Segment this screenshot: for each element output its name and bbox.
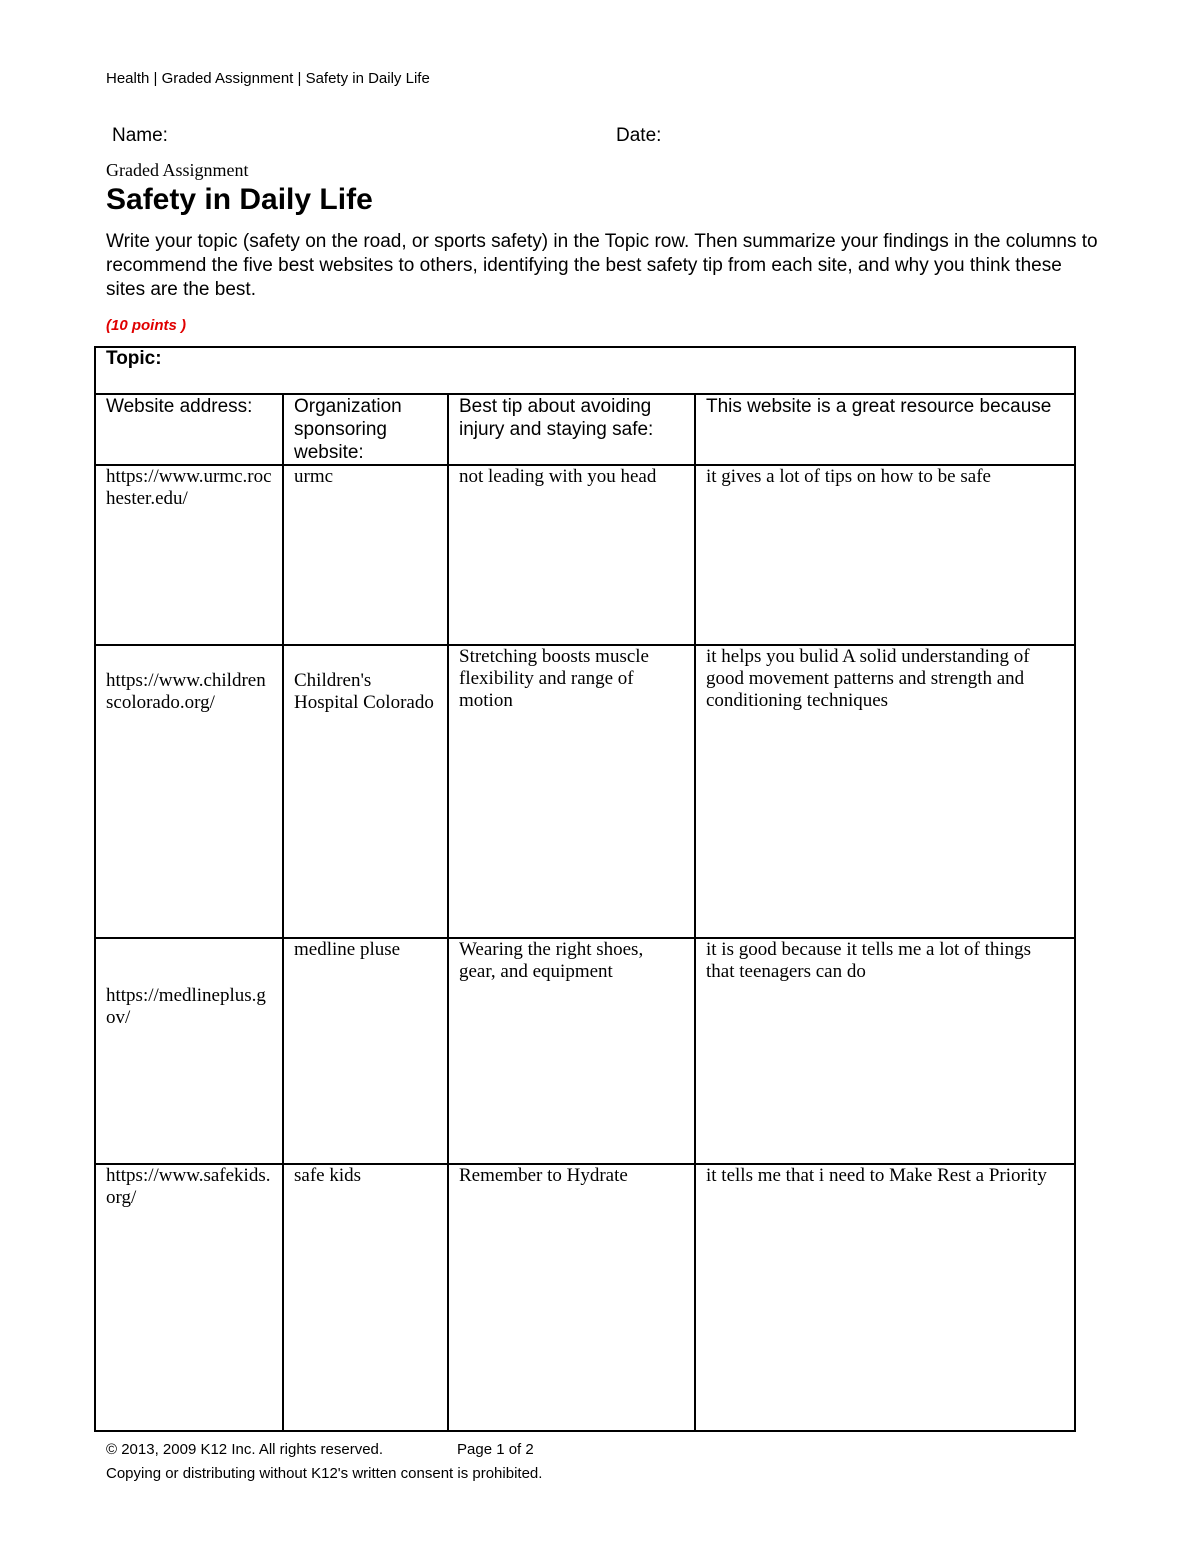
website-cell[interactable]: https://www.urmc.rochester.edu/ xyxy=(96,465,283,645)
col-head-website: Website address: xyxy=(96,394,283,465)
name-label: Name: xyxy=(112,125,168,146)
reason-cell[interactable]: it helps you bulid A solid understanding of good movement patterns and strength and conditioning techniques xyxy=(695,645,1074,938)
assignment-table xyxy=(94,346,1076,1432)
date-label: Date: xyxy=(616,125,662,146)
doc-subtitle: Graded Assignment xyxy=(106,160,249,180)
reason-cell[interactable]: it tells me that i need to Make Rest a Priority xyxy=(695,1164,1074,1430)
col-head-tip: Best tip about avoiding injury and staying safe: xyxy=(448,394,695,465)
table-row xyxy=(96,938,1074,1164)
tip-cell[interactable]: Remember to Hydrate xyxy=(448,1164,695,1430)
copy-notice: Copying or distributing without K12's written consent is prohibited. xyxy=(106,1465,543,1482)
table-row xyxy=(96,465,1074,645)
page-number: Page 1 of 2 xyxy=(457,1441,534,1458)
reason-cell[interactable]: it is good because it tells me a lot of things that teenagers can do xyxy=(695,938,1074,1164)
table-row xyxy=(96,645,1074,938)
organization-cell[interactable]: urmc xyxy=(283,465,448,645)
copyright: © 2013, 2009 K12 Inc. All rights reserved. xyxy=(106,1441,384,1458)
points-label: (10 points ) xyxy=(106,317,187,334)
col-head-reason: This website is a great resource because xyxy=(695,394,1074,465)
col-head-organization: Organization sponsoring website: xyxy=(283,394,448,465)
header-row xyxy=(96,394,1074,465)
reason-cell[interactable]: it gives a lot of tips on how to be safe xyxy=(695,465,1074,645)
tip-cell[interactable]: Wearing the right shoes, gear, and equipment xyxy=(448,938,695,1164)
topic-label: Topic: xyxy=(106,348,162,369)
table-row xyxy=(96,1164,1074,1430)
organization-cell[interactable]: medline pluse xyxy=(283,938,448,1164)
tip-cell[interactable]: Stretching boosts muscle flexibility and range of motion xyxy=(448,645,695,938)
running-head: Health | Graded Assignment | Safety in Daily Life xyxy=(106,70,430,87)
doc-title: Safety in Daily Life xyxy=(106,183,373,216)
website-cell[interactable]: https://medlineplus.gov/ xyxy=(96,938,283,1164)
instructions: Write your topic (safety on the road, or sports safety) in the Topic row. Then summarize your findings in the columns to recommend the five best websites to others, identifying the best safety tip from each site, and why you think these sites are the best. xyxy=(106,231,1098,300)
tip-cell[interactable]: not leading with you head xyxy=(448,465,695,645)
organization-cell[interactable]: Children's Hospital Colorado xyxy=(283,645,448,938)
organization-cell[interactable]: safe kids xyxy=(283,1164,448,1430)
topic-row[interactable] xyxy=(96,348,1074,394)
website-cell[interactable]: https://www.childrenscolorado.org/ xyxy=(96,645,283,938)
website-cell[interactable]: https://www.safekids.org/ xyxy=(96,1164,283,1430)
